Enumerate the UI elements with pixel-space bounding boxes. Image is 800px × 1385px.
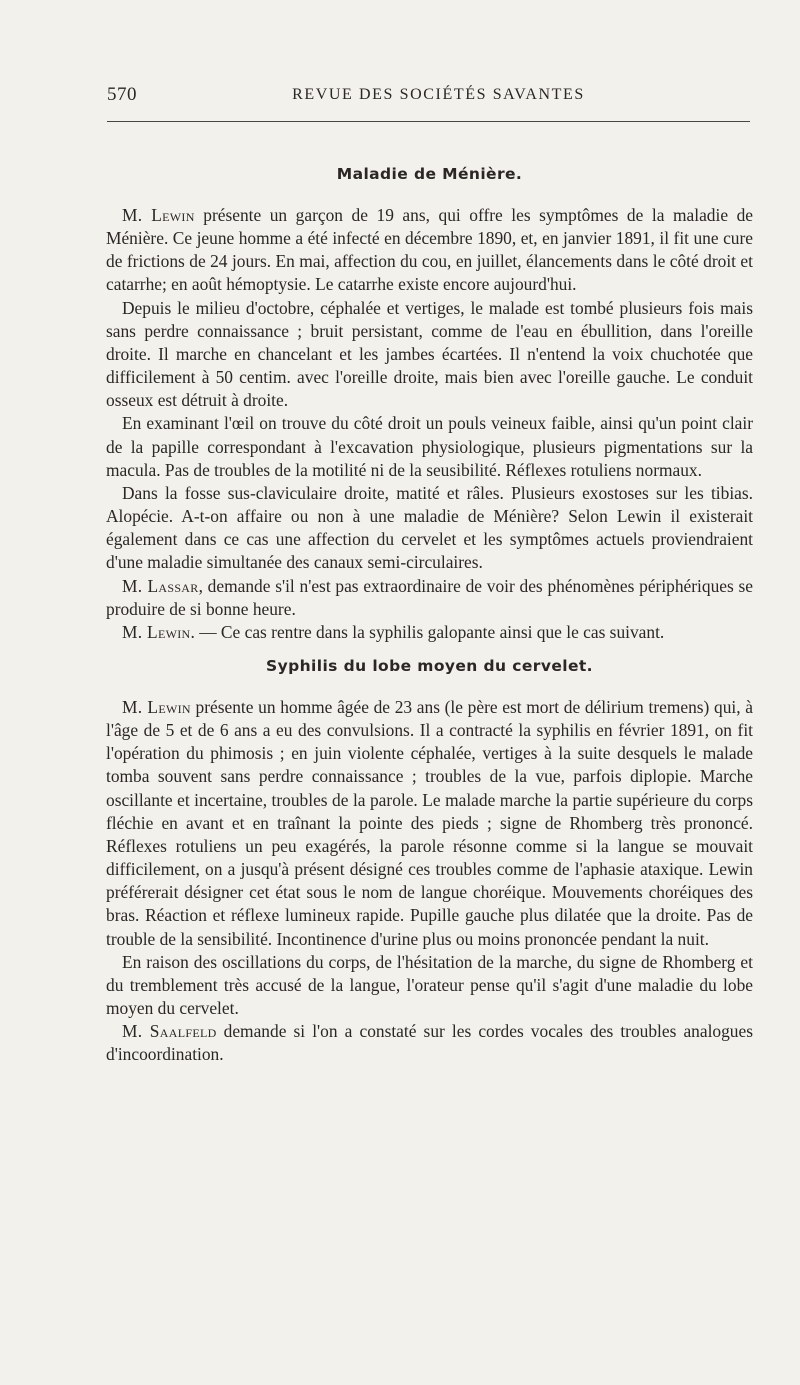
paragraph-text: . — Ce cas rentre dans la syphilis galopante ainsi que le cas suivant.	[190, 621, 665, 642]
paragraph	[106, 482, 753, 575]
paragraph-text: présente un garçon de 19 ans, qui offre les symptômes de la maladie de Ménière. Ce jeune homme a été infecté en décembre 1890, et, en janvier 1891, il fit une cure de frictions de 24 jours. En mai, affection du cou, en juillet, élancements dans le côté droit et catarrhe; en août hémoptysie. Le catarrhe existe encore aujourd'hui.	[106, 205, 753, 295]
paragraph	[106, 297, 753, 413]
paragraph-text: En examinant l'œil on trouve du côté droit un pouls veineux faible, ainsi qu'un point clair de la papille correspondant à l'excavation physiologique, plusieurs pigmentations sur la macula. Pas de troubles de la motilité ni de la seusibilité. Réflexes rotuliens normaux.	[106, 413, 753, 480]
paragraph-text: demande si l'on a constaté sur les cordes vocales des troubles analogues d'incoordination.	[106, 1021, 753, 1065]
paragraph	[106, 1020, 753, 1066]
paragraph	[106, 575, 753, 621]
paragraph-text: Dans la fosse sus-claviculaire droite, matité et râles. Plusieurs exostoses sur les tibias. Alopécie. A-t-on affaire ou non à une maladie de Ménière? Selon Lewin il existerait également dans ce cas une affection du cervelet et les symptômes actuels proviendraient d'une maladie simultanée des canaux semi-circulaires.	[106, 482, 753, 573]
section-title-syphilis: Syphilis du lobe moyen du cervelet.	[266, 656, 593, 675]
speaker-name: M. Lewin	[122, 621, 191, 642]
article-body	[106, 162, 753, 1066]
speaker-name: M. Lassar	[122, 575, 199, 596]
page-number: 570	[107, 84, 137, 105]
paragraph	[106, 696, 753, 951]
header-rule	[107, 121, 750, 122]
speaker-name: M. Lewin	[122, 696, 191, 717]
paragraph-text: Depuis le milieu d'octobre, céphalée et vertiges, le malade est tombé plusieurs fois mais sans perdre connaissance ; bruit persistant, comme de l'eau en ébullition, dans l'oreille droite. Il marche en chancelant et les jambes écartées. Il n'entend la voix chuchotée que difficilement à 50 centim. avec l'oreille droite, mais bien avec l'oreille gauche. Le conduit osseux est détruit à droite.	[106, 297, 753, 411]
running-head	[107, 84, 750, 110]
paragraph	[106, 621, 753, 644]
paragraph-text: En raison des oscillations du corps, de l'hésitation de la marche, du signe de Rhomberg et du tremblement très accusé de la langue, l'orateur pense qu'il s'agit d'une maladie du lobe moyen du cervelet.	[106, 951, 753, 1018]
section-title-meniere: Maladie de Ménière.	[336, 165, 523, 183]
paragraph-text: présente un homme âgée de 23 ans (le père est mort de délirium tremens) qui, à l'âge de 5 et de 6 ans a eu des convulsions. Il a contracté la syphilis en février 1891, on fit l'opération du phimosis ; en juin violente céphalée, vertiges à la suite desquels le malade tomba souvent sans perdre connaissance ; troubles de la vue, parfois diplopie. Marche oscillante et incertaine, troubles de la parole. Le malade marche la partie supérieure du corps fléchie en avant et en traînant la pointe des pieds ; signe de Rhomberg très prononcé. Réflexes rotuliens un peu exagérés, la parole résonne comme si la langue se mouvait difficilement, on a jusqu'à présent désigné ces troubles comme de l'aphasie ataxique. Lewin préférerait désigner cet état sous le nom de langue choréique. Mouvements choréiques des bras. Réaction et réflexe lumineux rapide. Pupille gauche plus dilatée que la droite. Pas de trouble de la sensibilité. Incontinence d'urine plus ou moins prononcée pendant la nuit.	[106, 696, 754, 949]
paragraph	[106, 412, 753, 481]
journal-title: REVUE DES SOCIÉTÉS SAVANTES	[292, 86, 585, 103]
paragraph	[106, 204, 753, 297]
paragraph-text: , demande s'il n'est pas extraordinaire de voir des phénomènes périphériques se produire de si bonne heure.	[106, 575, 754, 619]
speaker-name: M. Lewin	[122, 205, 195, 225]
speaker-name: M. Saalfeld	[122, 1021, 217, 1042]
paragraph	[106, 951, 753, 1020]
